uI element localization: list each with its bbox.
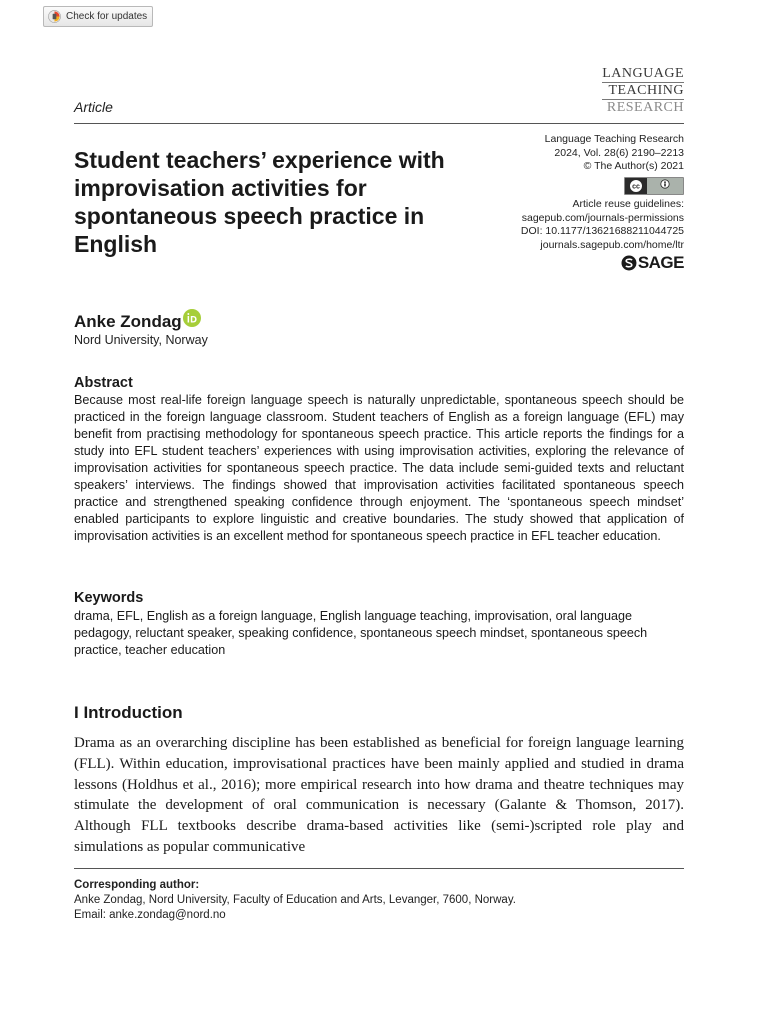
volume-info: 2024, Vol. 28(6) 2190–2213 (554, 146, 684, 159)
journal-name: Language Teaching Research (544, 133, 684, 145)
sage-wordmark: SAGE (637, 253, 684, 273)
author (74, 312, 201, 332)
introduction-text: Drama as an overarching discipline has been established as beneficial for foreign language learning (FLL). Within education, improvisational practices have been mainly applied and studied in drama lessons (Holdhus et al., 2016); more empirical research into how drama and theatre techniques may stimulate the development of oral communication is necessary (Galante & Thomson, 2017). Although FLL textbooks describe drama-based activities like (semi-)scripted role play and simulations as popular communicative (74, 735, 684, 855)
keywords-heading: Keywords (74, 590, 144, 606)
journal-logo (602, 66, 684, 116)
check-updates-icon (48, 10, 61, 23)
copyright: © The Author(s) 2021 (583, 160, 684, 172)
article-type: Article (74, 99, 113, 115)
journal-logo-line-2: TEACHING (602, 83, 684, 100)
journal-logo-line-3: RESEARCH (606, 100, 684, 115)
abstract-heading: Abstract (74, 375, 133, 391)
article-title: Student teachers’ experience with improvisation activities for spontaneous speech practice in English (74, 147, 445, 257)
introduction-heading: I Introduction (74, 703, 183, 722)
creative-commons-icon (625, 178, 683, 194)
footnote-address: Anke Zondag, Nord University, Faculty of Education and Arts, Levanger, 7600, Norway. (74, 894, 516, 906)
author-name: Anke Zondag (74, 312, 182, 331)
cc-badge (624, 177, 684, 195)
check-for-updates-button[interactable] (43, 6, 153, 27)
reuse-guidelines-link[interactable]: sagepub.com/journals-permissions (521, 211, 684, 224)
journal-url[interactable]: journals.sagepub.com/home/ltr (540, 238, 684, 251)
orcid-icon[interactable] (183, 309, 201, 327)
sage-s-icon (621, 255, 637, 271)
abstract-text: Because most real-life foreign language speech is naturally unpredictable, spontaneous speech should be practiced in the foreign language classroom. Student teachers of English as a foreign language (EFL) may benefit from practising methodology for spontaneous speech practice. This article reports the findings for a study into EFL student teachers’ experiences with using improvisation activities, exploring the relevance of improvisation activities for spontaneous speech practice. The data include semi-guided texts and reluctant speakers’ interviews. The findings showed that improvisation activities facilitated spontaneous speech practice and strengthened speaking confidence through enjoyment. The ‘spontaneous speech mindset’ enabled participants to explore linguistic and creative boundaries. The study showed that application of improvisation activities is an excellent method for spontaneous speech practice in EFL teacher education. (74, 393, 684, 543)
sage-logo (621, 255, 684, 271)
journal-logo-line-1: LANGUAGE (602, 66, 684, 81)
author-affiliation: Nord University, Norway (74, 333, 208, 347)
publication-meta (484, 133, 684, 276)
doi[interactable]: DOI: 10.1177/13621688211044725 (520, 225, 684, 237)
reuse-guidelines-label: Article reuse guidelines: (572, 198, 684, 210)
keywords-text: drama, EFL, English as a foreign language, English language teaching, improvisation, oral language pedagogy, reluctant speaker, speaking confidence, spontaneous speech mindset, spontaneous speech practice, teacher education (74, 609, 648, 657)
footnote-email[interactable]: Email: anke.zondag@nord.no (74, 909, 226, 921)
check-updates-label: Check for updates (66, 11, 148, 22)
corresponding-author-footnote (74, 878, 684, 923)
footnote-label: Corresponding author: (74, 879, 200, 891)
footnote-divider (74, 868, 684, 869)
svg-text:cc: cc (632, 183, 640, 190)
header-divider (74, 123, 684, 124)
